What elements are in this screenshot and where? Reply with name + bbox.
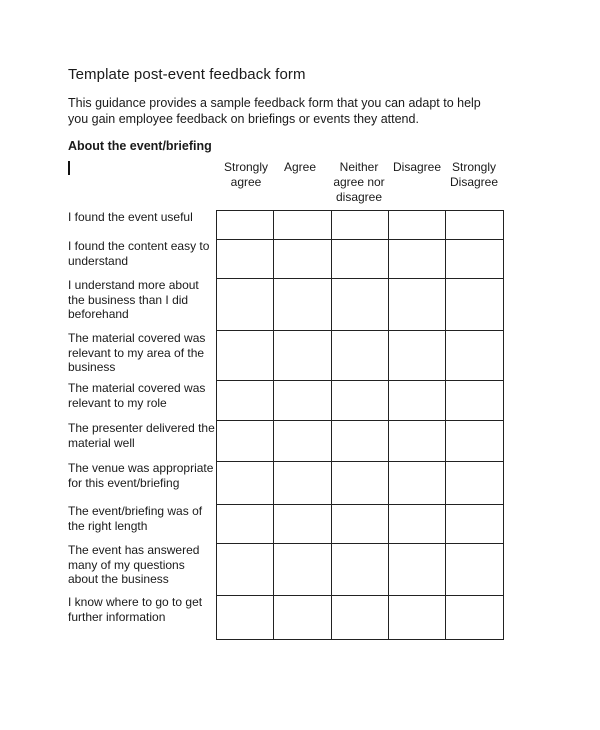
rating-cell[interactable] xyxy=(389,381,446,421)
statement-line: relevant to my role xyxy=(68,395,167,410)
rating-cell[interactable] xyxy=(274,461,332,504)
statement-line: The venue was appropriate xyxy=(68,461,214,475)
rating-cell[interactable] xyxy=(389,461,446,504)
column-header-strongly-agree xyxy=(216,160,276,190)
rating-cell[interactable] xyxy=(332,211,389,240)
rating-cell[interactable] xyxy=(446,543,504,595)
rating-cell[interactable] xyxy=(389,504,446,543)
rating-cell[interactable] xyxy=(217,279,274,331)
statement-label xyxy=(68,504,218,533)
rating-cell[interactable] xyxy=(446,504,504,543)
statement-label xyxy=(68,381,218,410)
rating-cell[interactable] xyxy=(446,595,504,639)
statement-line: beforehand xyxy=(68,307,129,322)
statement-label xyxy=(68,595,218,624)
column-header-line: Agree xyxy=(283,160,317,174)
rating-cell[interactable] xyxy=(274,543,332,595)
rating-cell[interactable] xyxy=(332,504,389,543)
column-header-line: Strongly xyxy=(223,160,269,174)
statement-line: understand xyxy=(68,253,129,268)
rating-cell[interactable] xyxy=(389,543,446,595)
rating-cell[interactable] xyxy=(389,240,446,279)
rating-cell[interactable] xyxy=(217,421,274,461)
column-header-disagree xyxy=(387,160,447,175)
column-header-line: disagree xyxy=(335,190,383,204)
rating-grid xyxy=(216,210,504,640)
rating-cell[interactable] xyxy=(446,240,504,279)
rating-cell[interactable] xyxy=(217,504,274,543)
rating-cell[interactable] xyxy=(446,331,504,381)
rating-row xyxy=(217,240,504,279)
column-header-line: Disagree xyxy=(392,160,442,174)
column-header-line: agree nor xyxy=(333,175,385,189)
rating-cell[interactable] xyxy=(274,279,332,331)
rating-row xyxy=(217,211,504,240)
statement-label xyxy=(68,543,218,587)
rating-row xyxy=(217,279,504,331)
statement-label xyxy=(68,461,218,490)
rating-cell[interactable] xyxy=(217,240,274,279)
rating-cell[interactable] xyxy=(332,279,389,331)
rating-row xyxy=(217,331,504,381)
intro-line-2: you gain employee feedback on briefings or events they attend. xyxy=(68,111,419,126)
statement-line: material well xyxy=(68,435,135,450)
statement-label xyxy=(68,421,218,450)
statement-line: I found the content easy to xyxy=(68,239,210,253)
statement-line: many of my questions xyxy=(68,557,185,572)
section-heading: About the event/briefing xyxy=(68,139,212,153)
statement-line: The event has answered xyxy=(68,543,200,557)
rating-cell[interactable] xyxy=(389,211,446,240)
statement-line: for this event/briefing xyxy=(68,475,180,490)
rating-cell[interactable] xyxy=(332,240,389,279)
rating-cell[interactable] xyxy=(332,595,389,639)
rating-row xyxy=(217,543,504,595)
rating-row xyxy=(217,461,504,504)
column-header-strongly-disagree xyxy=(444,160,504,190)
rating-cell[interactable] xyxy=(332,461,389,504)
statement-line: I understand more about xyxy=(68,278,199,292)
statement-line: the right length xyxy=(68,518,148,533)
rating-cell[interactable] xyxy=(332,381,389,421)
statement-line: The material covered was xyxy=(68,381,206,395)
rating-cell[interactable] xyxy=(446,381,504,421)
rating-cell[interactable] xyxy=(217,461,274,504)
rating-cell[interactable] xyxy=(332,543,389,595)
rating-cell[interactable] xyxy=(217,211,274,240)
rating-cell[interactable] xyxy=(389,279,446,331)
rating-cell[interactable] xyxy=(446,421,504,461)
column-header-line: Disagree xyxy=(449,175,499,189)
rating-row xyxy=(217,421,504,461)
column-header-line: Neither xyxy=(339,160,379,174)
statement-line: The material covered was xyxy=(68,331,206,345)
statement-line: I know where to go to get xyxy=(68,595,203,609)
rating-cell[interactable] xyxy=(274,381,332,421)
column-header-line: agree xyxy=(230,175,262,189)
rating-cell[interactable] xyxy=(217,595,274,639)
rating-cell[interactable] xyxy=(274,240,332,279)
rating-cell[interactable] xyxy=(446,279,504,331)
rating-cell[interactable] xyxy=(389,331,446,381)
statement-line: The event/briefing was of xyxy=(68,504,203,518)
text-cursor xyxy=(68,161,70,175)
statement-label xyxy=(68,210,218,225)
statement-label xyxy=(68,278,218,322)
rating-cell[interactable] xyxy=(389,595,446,639)
rating-cell[interactable] xyxy=(274,331,332,381)
statement-line: The presenter delivered the xyxy=(68,421,215,435)
rating-cell[interactable] xyxy=(389,421,446,461)
rating-cell[interactable] xyxy=(332,331,389,381)
rating-cell[interactable] xyxy=(274,504,332,543)
rating-cell[interactable] xyxy=(217,331,274,381)
form-title: Template post-event feedback form xyxy=(68,66,306,83)
rating-cell[interactable] xyxy=(446,461,504,504)
column-header-neither xyxy=(329,160,389,205)
rating-row xyxy=(217,504,504,543)
column-header-line: Strongly xyxy=(451,160,497,174)
rating-row xyxy=(217,381,504,421)
rating-cell[interactable] xyxy=(217,381,274,421)
statement-label xyxy=(68,331,218,375)
form-intro xyxy=(68,96,508,127)
rating-cell[interactable] xyxy=(446,211,504,240)
statement-line: business xyxy=(68,360,116,375)
statement-line: further information xyxy=(68,609,166,624)
statement-line: the business than I did xyxy=(68,292,189,307)
column-header-agree xyxy=(270,160,330,175)
statement-line: relevant to my area of the xyxy=(68,345,205,360)
rating-cell[interactable] xyxy=(217,543,274,595)
rating-cell[interactable] xyxy=(274,595,332,639)
rating-row xyxy=(217,595,504,639)
intro-line-1: This guidance provides a sample feedback form that you can adapt to help xyxy=(68,96,481,110)
statement-label xyxy=(68,239,218,268)
statement-line: I found the event useful xyxy=(68,210,193,224)
rating-cell[interactable] xyxy=(274,421,332,461)
rating-cell[interactable] xyxy=(274,211,332,240)
statement-line: about the business xyxy=(68,572,169,587)
rating-cell[interactable] xyxy=(332,421,389,461)
